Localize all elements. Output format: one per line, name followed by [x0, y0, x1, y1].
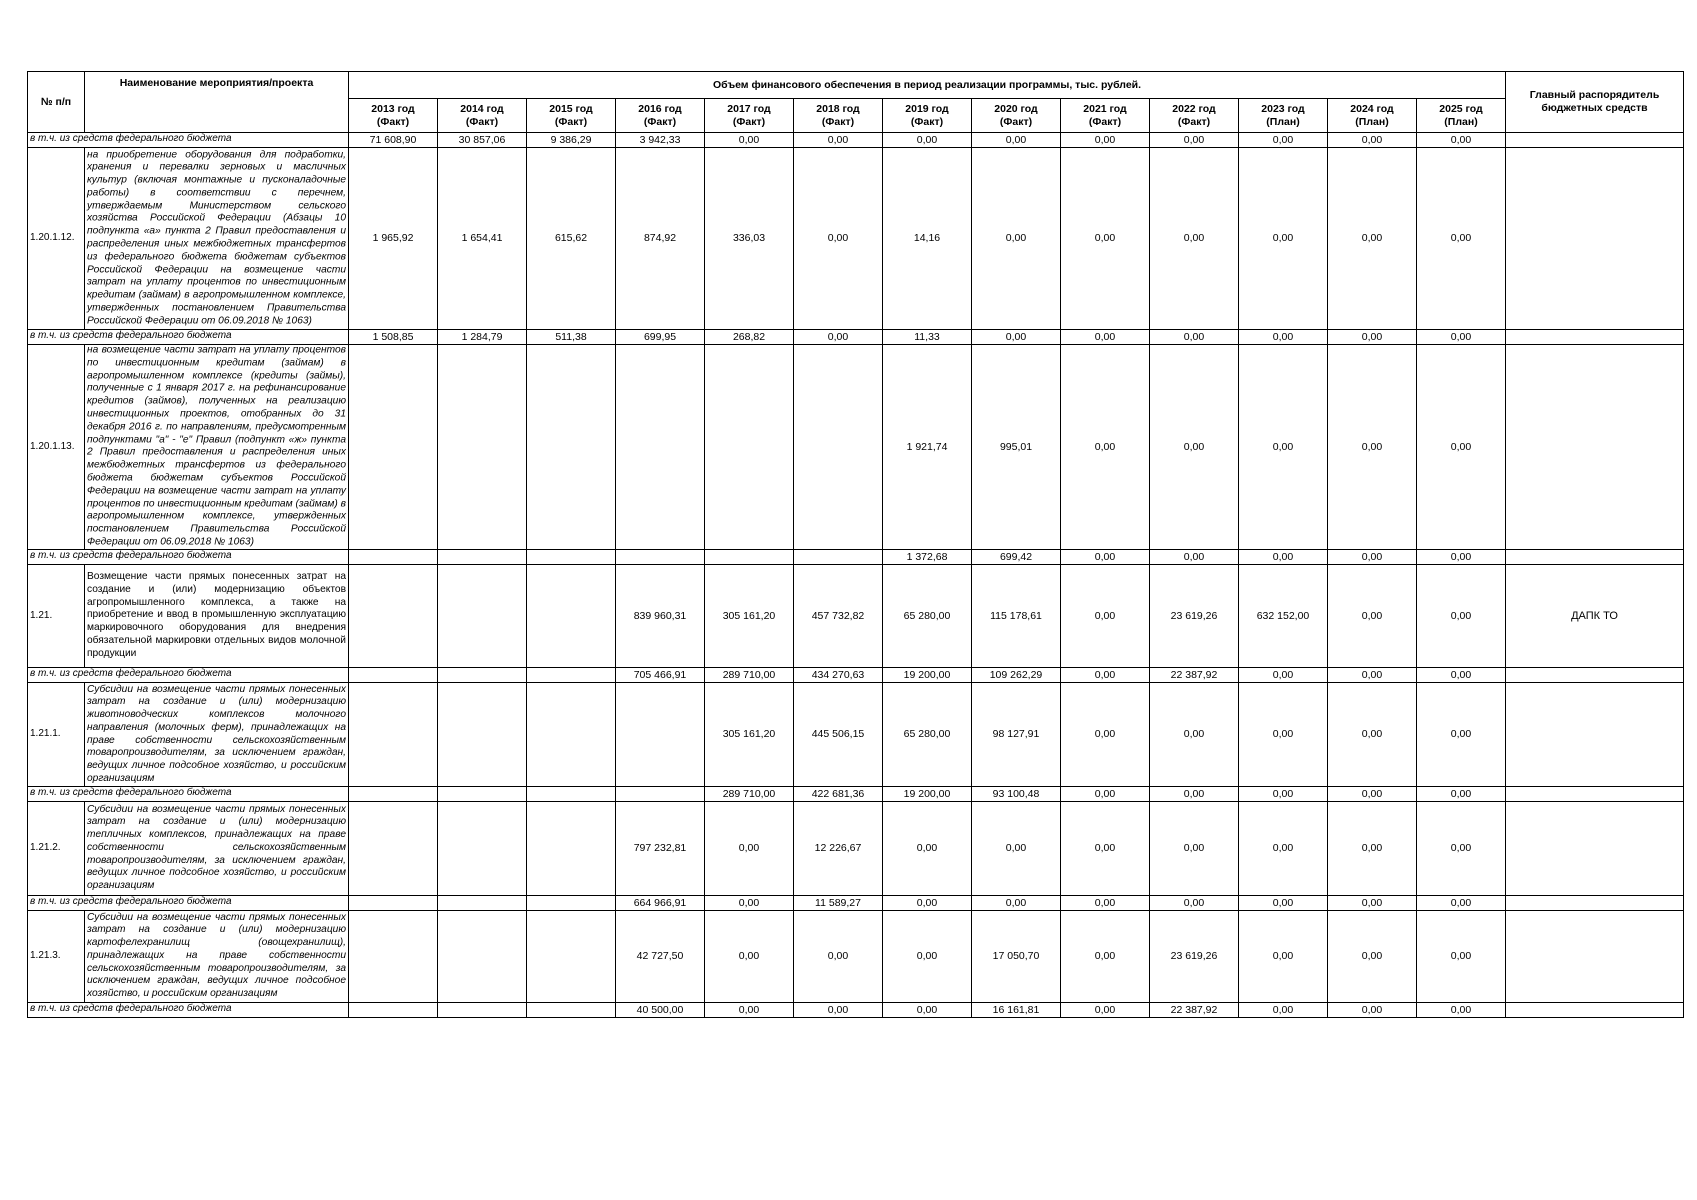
value-cell: 0,00 — [794, 911, 883, 1003]
value-cell: 0,00 — [883, 133, 972, 148]
value-cell: 0,00 — [1061, 133, 1150, 148]
value-cell — [349, 345, 438, 550]
value-cell — [349, 550, 438, 565]
value-cell: 12 226,67 — [794, 802, 883, 896]
federal-budget-label-cell — [28, 550, 349, 565]
row-name: Субсидии на возмещение части прямых понесенных затрат на создание и (или) модернизацию картофелехранилищ (овощехранилищ), принадлежащих на праве собственности сельскохозяйственным товаропроизводителям, за исключением граждан, ведущих личное подсобное хозяйство, и российским организациям — [87, 911, 346, 1000]
value-cell — [438, 668, 527, 683]
federal-budget-label-cell — [28, 896, 349, 911]
value-cell: 0,00 — [1061, 668, 1150, 683]
value-cell: 0,00 — [1417, 345, 1506, 550]
federal-budget-label: в т.ч. из средств федерального бюджета — [30, 1003, 232, 1014]
federal-budget-row — [28, 787, 1684, 802]
value-cell: 0,00 — [1328, 896, 1417, 911]
manager-cell — [1506, 330, 1684, 345]
value-cell: 0,00 — [1239, 896, 1328, 911]
value-cell: 0,00 — [972, 148, 1061, 330]
value-cell: 0,00 — [1239, 1003, 1328, 1018]
value-cell: 995,01 — [972, 345, 1061, 550]
manager-cell: ДАПК ТО — [1506, 565, 1684, 668]
value-cell: 0,00 — [1061, 896, 1150, 911]
row-name: Возмещение части прямых понесенных затрат на создание и (или) модернизацию объектов агропромышленного комплекса, а также на приобретение и ввод в промышленную эксплуатацию маркировочного оборудования для внедрения обязательной маркировки отдельных видов молочной продукции — [87, 571, 346, 659]
header-year — [1061, 99, 1150, 133]
value-cell: 0,00 — [1061, 802, 1150, 896]
table-body — [28, 133, 1684, 1018]
row-name-cell — [85, 345, 349, 550]
value-cell: 268,82 — [705, 330, 794, 345]
value-cell: 0,00 — [1150, 787, 1239, 802]
value-cell: 0,00 — [1061, 683, 1150, 787]
table-row — [28, 683, 1684, 787]
header-year — [1328, 99, 1417, 133]
row-name-cell — [85, 148, 349, 330]
value-cell: 19 200,00 — [883, 668, 972, 683]
value-cell: 40 500,00 — [616, 1003, 705, 1018]
value-cell — [527, 345, 616, 550]
value-cell: 65 280,00 — [883, 683, 972, 787]
header-year-label: 2024 год — [1350, 102, 1394, 115]
value-cell: 42 727,50 — [616, 911, 705, 1003]
value-cell — [349, 683, 438, 787]
header-year-label: 2020 год — [994, 102, 1038, 115]
value-cell: 0,00 — [705, 911, 794, 1003]
header-year — [349, 99, 438, 133]
value-cell: 0,00 — [1328, 1003, 1417, 1018]
value-cell — [527, 683, 616, 787]
value-cell — [527, 802, 616, 896]
value-cell: 0,00 — [794, 133, 883, 148]
value-cell: 0,00 — [1061, 330, 1150, 345]
value-cell: 23 619,26 — [1150, 911, 1239, 1003]
value-cell: 1 921,74 — [883, 345, 972, 550]
value-cell: 0,00 — [1417, 148, 1506, 330]
federal-budget-label-cell — [28, 787, 349, 802]
value-cell: 0,00 — [1417, 787, 1506, 802]
value-cell: 0,00 — [1150, 802, 1239, 896]
value-cell: 664 966,91 — [616, 896, 705, 911]
value-cell: 0,00 — [794, 1003, 883, 1018]
value-cell — [438, 550, 527, 565]
value-cell — [527, 787, 616, 802]
value-cell: 0,00 — [1239, 911, 1328, 1003]
value-cell — [616, 787, 705, 802]
header-volume: Объем финансового обеспечения в период реализации программы, тыс. рублей. — [349, 72, 1506, 99]
header-year-label: 2018 год — [816, 102, 860, 115]
header-year — [1150, 99, 1239, 133]
value-cell: 0,00 — [1061, 345, 1150, 550]
header-year-kind: (Факт) — [376, 115, 410, 128]
value-cell: 1 284,79 — [438, 330, 527, 345]
header-year-kind: (Факт) — [999, 115, 1033, 128]
value-cell — [616, 550, 705, 565]
row-name: Субсидии на возмещение части прямых понесенных затрат на создание и (или) модернизацию тепличных комплексов, принадлежащих на праве собственности сельскохозяйственным товаропроизводителям, за исключением граждан, ведущих личное подсобное хозяйство, и российским организациям — [87, 803, 346, 892]
value-cell — [438, 565, 527, 668]
value-cell: 511,38 — [527, 330, 616, 345]
header-year-kind: (Факт) — [821, 115, 855, 128]
value-cell — [705, 345, 794, 550]
header-year-label: 2013 год — [371, 102, 415, 115]
value-cell — [616, 345, 705, 550]
header-year-kind: (Факт) — [554, 115, 588, 128]
row-name-cell — [85, 802, 349, 896]
header-year-kind: (Факт) — [732, 115, 766, 128]
federal-budget-label: в т.ч. из средств федерального бюджета — [30, 668, 232, 679]
table-row — [28, 148, 1684, 330]
value-cell: 615,62 — [527, 148, 616, 330]
value-cell: 699,95 — [616, 330, 705, 345]
value-cell: 0,00 — [972, 330, 1061, 345]
header-year — [438, 99, 527, 133]
value-cell: 1 372,68 — [883, 550, 972, 565]
value-cell: 11 589,27 — [794, 896, 883, 911]
row-number: 1.21.1. — [28, 683, 85, 787]
value-cell: 434 270,63 — [794, 668, 883, 683]
header-year — [527, 99, 616, 133]
value-cell: 0,00 — [1328, 330, 1417, 345]
value-cell: 0,00 — [1061, 1003, 1150, 1018]
header-num: № п/п — [28, 72, 85, 133]
header-year — [972, 99, 1061, 133]
value-cell: 0,00 — [1061, 911, 1150, 1003]
value-cell: 0,00 — [1150, 345, 1239, 550]
federal-budget-row — [28, 896, 1684, 911]
manager-cell — [1506, 550, 1684, 565]
value-cell: 22 387,92 — [1150, 668, 1239, 683]
row-number: 1.20.1.12. — [28, 148, 85, 330]
manager-cell — [1506, 911, 1684, 1003]
value-cell: 305 161,20 — [705, 683, 794, 787]
value-cell: 115 178,61 — [972, 565, 1061, 668]
value-cell: 1 965,92 — [349, 148, 438, 330]
manager-cell — [1506, 802, 1684, 896]
header-year-kind: (Факт) — [1088, 115, 1122, 128]
row-number: 1.21. — [28, 565, 85, 668]
row-name: на приобретение оборудования для подработки, хранения и перевалки зерновых и масличных культур (включая монтажные и пусконаладочные работы) в соответствии с перечнем, утверждаемым Министерством сельского хозяйства Российской Федерации (Абзацы 10 подпункта «а» пункта 2 Правил предоставления и распределения иных межбюджетных трансфертов из федерального бюджета бюджетам субъектов Российской Федерации на возмещение части затрат на уплату процентов по инвестиционным кредитам (займам) в агропромышленном комплексе, утвержденных постановлением Правительства Российской Федерации от 06.09.2018 № 1063) — [87, 148, 346, 327]
value-cell: 0,00 — [1417, 911, 1506, 1003]
value-cell — [349, 1003, 438, 1018]
row-name: на возмещение части затрат на уплату процентов по инвестиционным кредитам (займам) в агропромышленном комплексе (кредиты (займы), полученные с 1 января 2017 г. на рефинансирование кредитов (займов), полученных на реализацию инвестиционных проектов, отобранных до 31 декабря 2016 г. по направлениям, предусмотренным подпунктами "а" - "е" Правил (подпункт «ж» пункта 2 Правил предоставления и распределения иных межбюджетных трансфертов из федерального бюджета бюджетам субъектов Российской Федерации на возмещение части затрат на уплату процентов по инвестиционным кредитам (займам) в агропромышленном комплексе, утвержденных постановлением Правительства Российской Федерации от 06.09.2018 № 1063) — [87, 344, 346, 548]
value-cell: 0,00 — [1417, 896, 1506, 911]
value-cell — [527, 911, 616, 1003]
header-year-kind: (Факт) — [910, 115, 944, 128]
value-cell: 0,00 — [1328, 668, 1417, 683]
table-row — [28, 911, 1684, 1003]
value-cell: 0,00 — [794, 330, 883, 345]
value-cell: 0,00 — [1417, 1003, 1506, 1018]
header-year-label: 2015 год — [549, 102, 593, 115]
federal-budget-label-cell — [28, 668, 349, 683]
value-cell — [616, 683, 705, 787]
header-manager: Главный распорядитель бюджетных средств — [1506, 72, 1684, 133]
value-cell: 0,00 — [1328, 133, 1417, 148]
manager-cell — [1506, 1003, 1684, 1018]
value-cell: 0,00 — [1417, 133, 1506, 148]
value-cell — [438, 683, 527, 787]
table-header — [28, 72, 1684, 133]
header-year — [616, 99, 705, 133]
header-name: Наименование мероприятия/проекта — [85, 72, 349, 133]
federal-budget-row — [28, 550, 1684, 565]
value-cell: 0,00 — [972, 802, 1061, 896]
value-cell: 9 386,29 — [527, 133, 616, 148]
header-year — [705, 99, 794, 133]
row-name-cell — [85, 565, 349, 668]
value-cell: 0,00 — [1150, 133, 1239, 148]
federal-budget-row — [28, 133, 1684, 148]
value-cell — [349, 787, 438, 802]
value-cell: 0,00 — [1239, 668, 1328, 683]
value-cell: 0,00 — [1417, 330, 1506, 345]
value-cell: 0,00 — [1328, 345, 1417, 550]
value-cell — [794, 345, 883, 550]
manager-cell — [1506, 148, 1684, 330]
value-cell: 22 387,92 — [1150, 1003, 1239, 1018]
value-cell: 632 152,00 — [1239, 565, 1328, 668]
value-cell: 0,00 — [1150, 896, 1239, 911]
header-year-label: 2025 год — [1439, 102, 1483, 115]
header-year-label: 2017 год — [727, 102, 771, 115]
value-cell: 0,00 — [1061, 550, 1150, 565]
value-cell: 0,00 — [1150, 330, 1239, 345]
value-cell: 0,00 — [1150, 148, 1239, 330]
value-cell: 0,00 — [1328, 911, 1417, 1003]
value-cell: 839 960,31 — [616, 565, 705, 668]
value-cell: 0,00 — [1239, 345, 1328, 550]
table-row — [28, 565, 1684, 668]
value-cell — [527, 668, 616, 683]
value-cell: 65 280,00 — [883, 565, 972, 668]
value-cell: 457 732,82 — [794, 565, 883, 668]
value-cell: 71 608,90 — [349, 133, 438, 148]
value-cell: 3 942,33 — [616, 133, 705, 148]
value-cell: 0,00 — [1328, 550, 1417, 565]
header-year-kind: (Факт) — [465, 115, 499, 128]
value-cell: 1 654,41 — [438, 148, 527, 330]
budget-table — [27, 71, 1684, 1018]
federal-budget-label: в т.ч. из средств федерального бюджета — [30, 330, 232, 341]
header-year — [1239, 99, 1328, 133]
value-cell: 1 508,85 — [349, 330, 438, 345]
value-cell: 16 161,81 — [972, 1003, 1061, 1018]
header-year-label: 2016 год — [638, 102, 682, 115]
value-cell: 0,00 — [1239, 802, 1328, 896]
federal-budget-row — [28, 668, 1684, 683]
header-year-label: 2014 год — [460, 102, 504, 115]
federal-budget-label-cell — [28, 330, 349, 345]
value-cell: 289 710,00 — [705, 668, 794, 683]
value-cell: 0,00 — [1417, 683, 1506, 787]
value-cell: 305 161,20 — [705, 565, 794, 668]
header-year-kind: (План) — [1355, 115, 1389, 128]
header-year-label: 2022 год — [1172, 102, 1216, 115]
value-cell: 874,92 — [616, 148, 705, 330]
value-cell — [438, 802, 527, 896]
value-cell: 0,00 — [705, 896, 794, 911]
value-cell — [349, 565, 438, 668]
value-cell: 0,00 — [1328, 802, 1417, 896]
value-cell: 17 050,70 — [972, 911, 1061, 1003]
header-year — [883, 99, 972, 133]
value-cell: 0,00 — [883, 911, 972, 1003]
value-cell: 23 619,26 — [1150, 565, 1239, 668]
value-cell: 0,00 — [1328, 683, 1417, 787]
value-cell: 699,42 — [972, 550, 1061, 565]
manager-cell — [1506, 787, 1684, 802]
value-cell: 0,00 — [1417, 668, 1506, 683]
value-cell: 0,00 — [1150, 550, 1239, 565]
value-cell: 0,00 — [705, 1003, 794, 1018]
row-number: 1.21.3. — [28, 911, 85, 1003]
value-cell — [349, 668, 438, 683]
value-cell — [794, 550, 883, 565]
value-cell — [349, 802, 438, 896]
value-cell: 0,00 — [1239, 133, 1328, 148]
row-name: Субсидии на возмещение части прямых понесенных затрат на создание и (или) модернизацию животноводческих комплексов молочного направления (молочных ферм), принадлежащих на праве собственности сельскохозяйственным товаропроизводителям, за исключением граждан, ведущих личное подсобное хозяйство, и российским организациям — [87, 683, 346, 784]
federal-budget-label: в т.ч. из средств федерального бюджета — [30, 133, 232, 144]
value-cell: 0,00 — [1061, 565, 1150, 668]
value-cell — [527, 550, 616, 565]
value-cell: 0,00 — [972, 896, 1061, 911]
value-cell: 0,00 — [1417, 550, 1506, 565]
row-name-cell — [85, 911, 349, 1003]
federal-budget-label: в т.ч. из средств федерального бюджета — [30, 896, 232, 907]
federal-budget-label: в т.ч. из средств федерального бюджета — [30, 550, 232, 561]
value-cell: 0,00 — [1239, 787, 1328, 802]
header-year — [794, 99, 883, 133]
row-name-cell — [85, 683, 349, 787]
value-cell: 19 200,00 — [883, 787, 972, 802]
value-cell: 0,00 — [794, 148, 883, 330]
row-number: 1.20.1.13. — [28, 345, 85, 550]
manager-cell — [1506, 345, 1684, 550]
value-cell — [438, 911, 527, 1003]
value-cell: 445 506,15 — [794, 683, 883, 787]
value-cell: 289 710,00 — [705, 787, 794, 802]
header-year-kind: (Факт) — [643, 115, 677, 128]
value-cell: 0,00 — [705, 802, 794, 896]
value-cell: 0,00 — [1239, 330, 1328, 345]
value-cell: 109 262,29 — [972, 668, 1061, 683]
manager-cell — [1506, 896, 1684, 911]
value-cell: 0,00 — [1328, 148, 1417, 330]
header-year — [1417, 99, 1506, 133]
row-number: 1.21.2. — [28, 802, 85, 896]
federal-budget-label-cell — [28, 1003, 349, 1018]
federal-budget-row — [28, 330, 1684, 345]
manager-cell — [1506, 668, 1684, 683]
value-cell: 0,00 — [1150, 683, 1239, 787]
value-cell — [438, 787, 527, 802]
value-cell: 797 232,81 — [616, 802, 705, 896]
value-cell: 0,00 — [883, 896, 972, 911]
value-cell — [527, 565, 616, 668]
value-cell: 336,03 — [705, 148, 794, 330]
value-cell: 98 127,91 — [972, 683, 1061, 787]
header-year-kind: (Факт) — [1177, 115, 1211, 128]
value-cell — [349, 896, 438, 911]
value-cell: 0,00 — [1061, 787, 1150, 802]
value-cell: 93 100,48 — [972, 787, 1061, 802]
value-cell: 0,00 — [1239, 148, 1328, 330]
value-cell: 0,00 — [1417, 565, 1506, 668]
header-year-kind: (План) — [1444, 115, 1478, 128]
manager-cell — [1506, 133, 1684, 148]
table-row — [28, 345, 1684, 550]
value-cell: 422 681,36 — [794, 787, 883, 802]
federal-budget-label: в т.ч. из средств федерального бюджета — [30, 787, 232, 798]
value-cell: 14,16 — [883, 148, 972, 330]
value-cell: 30 857,06 — [438, 133, 527, 148]
value-cell — [438, 1003, 527, 1018]
value-cell: 0,00 — [883, 1003, 972, 1018]
value-cell — [349, 911, 438, 1003]
value-cell: 0,00 — [1061, 148, 1150, 330]
value-cell — [527, 1003, 616, 1018]
value-cell: 0,00 — [1417, 802, 1506, 896]
value-cell: 0,00 — [1239, 683, 1328, 787]
value-cell — [438, 345, 527, 550]
header-year-kind: (План) — [1266, 115, 1300, 128]
value-cell: 0,00 — [883, 802, 972, 896]
value-cell: 0,00 — [1239, 550, 1328, 565]
federal-budget-row — [28, 1003, 1684, 1018]
value-cell: 0,00 — [705, 133, 794, 148]
value-cell: 705 466,91 — [616, 668, 705, 683]
manager-cell — [1506, 683, 1684, 787]
value-cell: 11,33 — [883, 330, 972, 345]
value-cell — [527, 896, 616, 911]
value-cell — [705, 550, 794, 565]
value-cell: 0,00 — [1328, 787, 1417, 802]
table-row — [28, 802, 1684, 896]
value-cell: 0,00 — [972, 133, 1061, 148]
header-year-label: 2023 год — [1261, 102, 1305, 115]
federal-budget-label-cell — [28, 133, 349, 148]
value-cell — [438, 896, 527, 911]
header-year-label: 2019 год — [905, 102, 949, 115]
value-cell: 0,00 — [1328, 565, 1417, 668]
header-year-label: 2021 год — [1083, 102, 1127, 115]
